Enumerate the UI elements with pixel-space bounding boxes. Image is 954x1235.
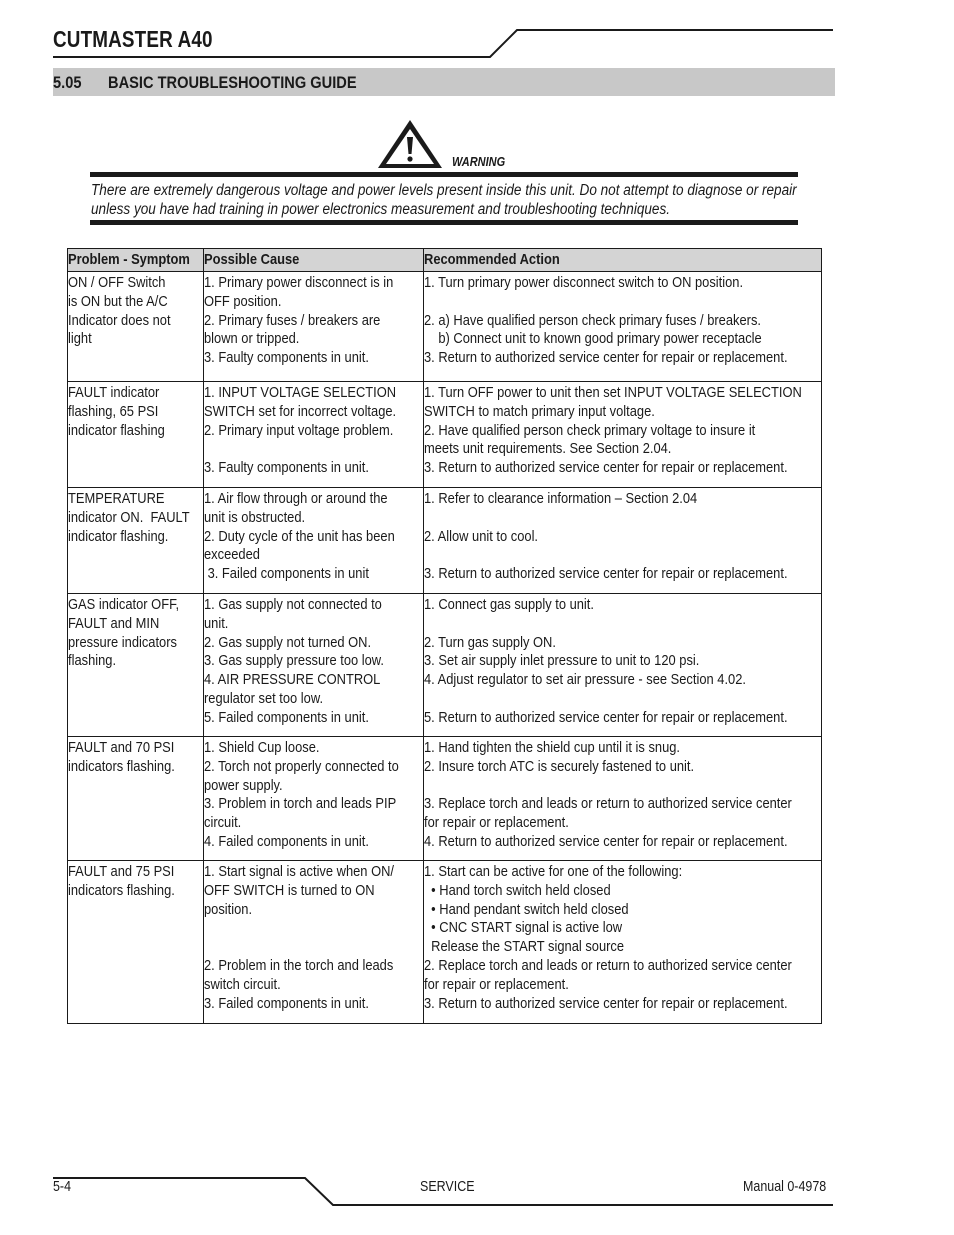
warning-line: There are extremely dangerous voltage and power levels present inside this unit. Do not attempt to diagnose or repair — [91, 182, 797, 199]
cell-line: SWITCH to match primary input voltage. — [424, 402, 655, 420]
cell-line: indicator flashing — [68, 421, 165, 439]
warning-label: WARNING — [452, 155, 506, 169]
cell-line: 2. Duty cycle of the unit has been — [204, 527, 395, 545]
cell-line: 1. Gas supply not connected to — [204, 596, 382, 613]
section-number: 5.05 — [53, 73, 82, 92]
cell-line: • Hand torch switch held closed — [424, 881, 611, 899]
cell-line: OFF SWITCH is turned to ON — [204, 881, 375, 899]
cell-line: unit. — [204, 614, 229, 632]
cell-line: 2. Turn gas supply ON. — [424, 633, 556, 651]
cell-line: 1. Refer to clearance information – Section 2.04 — [424, 490, 698, 507]
cell-line: 3. Set air supply inlet pressure to unit to 120 psi. — [424, 652, 700, 670]
section-title: BASIC TROUBLESHOOTING GUIDE — [108, 73, 357, 92]
cell-line: unit is obstructed. — [204, 508, 306, 526]
document-title: CUTMASTER A40 — [53, 26, 213, 52]
warning-line: unless you have had training in power electronics measurement and troubleshooting techniques. — [91, 201, 671, 218]
cell-line: TEMPERATURE — [68, 490, 165, 507]
cell-line: is ON but the A/C — [68, 292, 168, 310]
footer-section: SERVICE — [420, 1179, 475, 1195]
cell-line: position. — [204, 900, 253, 918]
cell-line: regulator set too low. — [204, 689, 324, 707]
cell-line: for repair or replacement. — [424, 975, 569, 993]
cell-line: 1. Start signal is active when ON/ — [204, 863, 395, 880]
cell-line: b) Connect unit to known good primary power receptacle — [424, 330, 762, 348]
cell-line: switch circuit. — [204, 975, 281, 993]
cell-line: pressure indicators — [68, 633, 177, 651]
cell-line: FAULT and 75 PSI — [68, 863, 175, 880]
cell-line: 1. INPUT VOLTAGE SELECTION — [204, 384, 397, 401]
cell-line: 2. Gas supply not turned ON. — [204, 633, 372, 651]
cell-line: 3. Return to authorized service center for repair or replacement. — [424, 994, 788, 1012]
cell-line: • Hand pendant switch held closed — [424, 900, 629, 918]
cell-line: 3. Failed components in unit — [204, 565, 369, 583]
cell-line: 1. Start can be active for one of the following: — [424, 863, 683, 880]
cell-line: 2. Problem in the torch and leads — [204, 956, 394, 974]
cell-line: 2. Primary input voltage problem. — [204, 421, 394, 439]
cell-line: Release the START signal source — [424, 938, 625, 956]
cell-line: 2. Primary fuses / breakers are — [204, 311, 381, 329]
cell-line: 2. a) Have qualified person check primary fuses / breakers. — [424, 311, 761, 329]
cell-line: 4. Return to authorized service center for repair or replacement. — [424, 832, 788, 850]
header-problem-symptom: Problem - Symptom — [68, 249, 204, 272]
cell-line: • CNC START signal is active low — [424, 919, 623, 937]
cell-line: 3. Faulty components in unit. — [204, 459, 369, 477]
cell-line: 3. Return to authorized service center for repair or replacement. — [424, 565, 788, 583]
cell-line: light — [68, 330, 92, 348]
cell-line: OFF position. — [204, 292, 282, 310]
cell-line: indicator ON. FAULT — [68, 508, 190, 526]
cell-line: 3. Failed components in unit. — [204, 994, 369, 1012]
cell-line: 2. Have qualified person check primary voltage to insure it — [424, 421, 756, 439]
cell-line: 1. Turn OFF power to unit then set INPUT VOLTAGE SELECTION — [424, 384, 802, 401]
cell-line: 1. Shield Cup loose. — [204, 739, 320, 756]
cell-line: indicators flashing. — [68, 881, 175, 899]
cell-line: 3. Faulty components in unit. — [204, 349, 369, 367]
cell-line: 1. Hand tighten the shield cup until it is snug. — [424, 739, 681, 756]
cell-line: 4. Failed components in unit. — [204, 832, 369, 850]
cell-line: 1. Primary power disconnect is in — [204, 274, 394, 291]
cell-line: meets unit requirements. See Section 2.04. — [424, 440, 672, 458]
cell-line: flashing. — [68, 652, 117, 670]
cell-line: flashing, 65 PSI — [68, 402, 159, 420]
cell-line: power supply. — [204, 776, 283, 794]
cell-line: indicators flashing. — [68, 757, 175, 775]
cell-line: for repair or replacement. — [424, 814, 569, 832]
cell-line: exceeded — [204, 546, 260, 564]
cell-line: 3. Replace torch and leads or return to authorized service center — [424, 795, 792, 813]
cell-line: 4. AIR PRESSURE CONTROL — [204, 671, 381, 689]
cell-line: 2. Allow unit to cool. — [424, 527, 539, 545]
manual-number: Manual 0-4978 — [743, 1179, 827, 1195]
cell-line: 4. Adjust regulator to set air pressure - see Section 4.02. — [424, 671, 746, 689]
cell-line: 3. Return to authorized service center for repair or replacement. — [424, 459, 788, 477]
cell-line: 5. Failed components in unit. — [204, 708, 369, 726]
cell-line: 3. Gas supply pressure too low. — [204, 652, 384, 670]
cell-line: 2. Torch not properly connected to — [204, 757, 399, 775]
cell-line: 2. Insure torch ATC is securely fastened to unit. — [424, 757, 695, 775]
cell-line: FAULT and MIN — [68, 614, 160, 632]
cell-line: circuit. — [204, 814, 242, 832]
header-possible-cause: Possible Cause — [204, 249, 424, 272]
header-recommended-action: Recommended Action — [424, 249, 822, 272]
cell-line: 3. Return to authorized service center for repair or replacement. — [424, 349, 788, 367]
cell-line: FAULT indicator — [68, 384, 160, 401]
page-number: 5-4 — [53, 1179, 72, 1195]
cell-line: Indicator does not — [68, 311, 171, 329]
cell-line: 5. Return to authorized service center for repair or replacement. — [424, 708, 788, 726]
cell-line: SWITCH set for incorrect voltage. — [204, 402, 397, 420]
cell-line: 3. Problem in torch and leads PIP — [204, 795, 397, 813]
cell-line: FAULT and 70 PSI — [68, 739, 175, 756]
cell-line: 2. Replace torch and leads or return to authorized service center — [424, 956, 792, 974]
cell-line: GAS indicator OFF, — [68, 596, 180, 613]
cell-line: blown or tripped. — [204, 330, 300, 348]
cell-line: 1. Turn primary power disconnect switch to ON position. — [424, 274, 744, 291]
cell-line: 1. Air flow through or around the — [204, 490, 388, 507]
cell-line: 1. Connect gas supply to unit. — [424, 596, 594, 613]
cell-line: ON / OFF Switch — [68, 274, 166, 291]
cell-line: indicator flashing. — [68, 527, 169, 545]
